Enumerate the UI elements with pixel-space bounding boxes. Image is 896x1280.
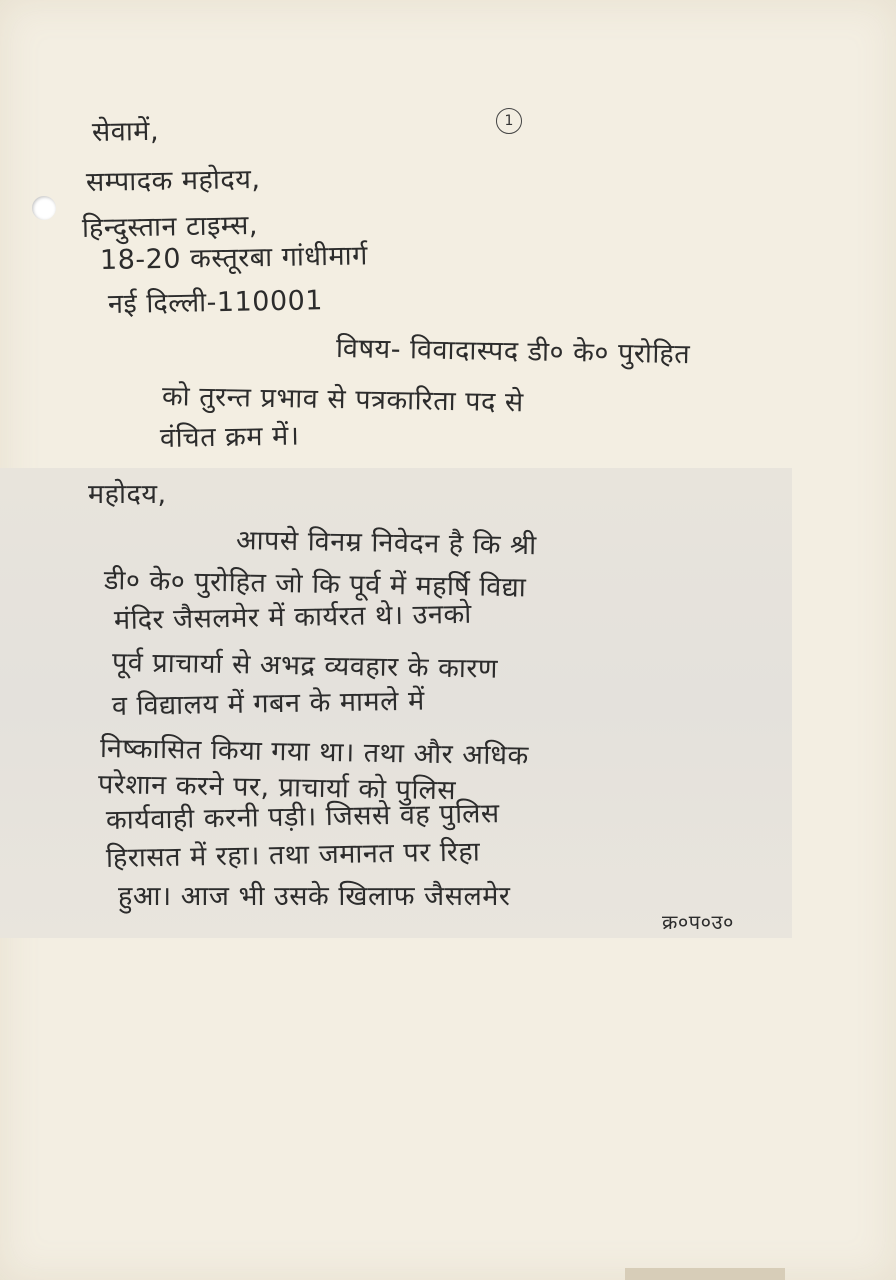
paper-edge [625, 1268, 785, 1280]
addressee-line: हिन्दुस्तान टाइम्स, [81, 209, 259, 244]
page-number: 1 [496, 108, 522, 134]
body-line: मंदिर जैसलमेर में कार्यरत थे। उनको [113, 598, 472, 636]
body-line: व विद्यालय में गबन के मामले में [111, 685, 425, 722]
subject-line: विषय- विवादास्पद डी० के० पुरोहित [335, 333, 691, 371]
addressee-line: 18-20 कस्तूरबा गांधीमार्ग [99, 240, 369, 276]
body-line: पूर्व प्राचार्या से अभद्र व्यवहार के कारण [111, 647, 499, 685]
body-line: आपसे विनम्र निवेदन है कि श्री [235, 525, 537, 562]
continuation-mark: क्र०प०उ० [662, 910, 734, 934]
body-line: हिरासत में रहा। तथा जमानत पर रिहा [105, 836, 481, 874]
salutation-top: सेवामें, [91, 115, 160, 148]
subject-line: को तुरन्त प्रभाव से पत्रकारिता पद से [161, 381, 524, 419]
body-line: परेशान करने पर, प्राचार्या को पुलिस [97, 769, 457, 807]
subject-line: वंचित क्रम में। [159, 420, 300, 454]
punch-hole [32, 196, 56, 220]
body-line: डी० के० पुरोहित जो कि पूर्व में महर्षि विद्या [103, 565, 527, 604]
body-line: निष्कासित किया गया था। तथा और अधिक [99, 733, 529, 772]
addressee-line: सम्पादक महोदय, [85, 163, 261, 198]
body-line: कार्यवाही करनी पड़ी। जिससे वह पुलिस [105, 798, 500, 836]
addressee-line: नई दिल्ली-110001 [107, 285, 324, 320]
greeting: महोदय, [88, 479, 167, 510]
body-line: हुआ। आज भी उसके खिलाफ जैसलमेर [118, 881, 511, 912]
